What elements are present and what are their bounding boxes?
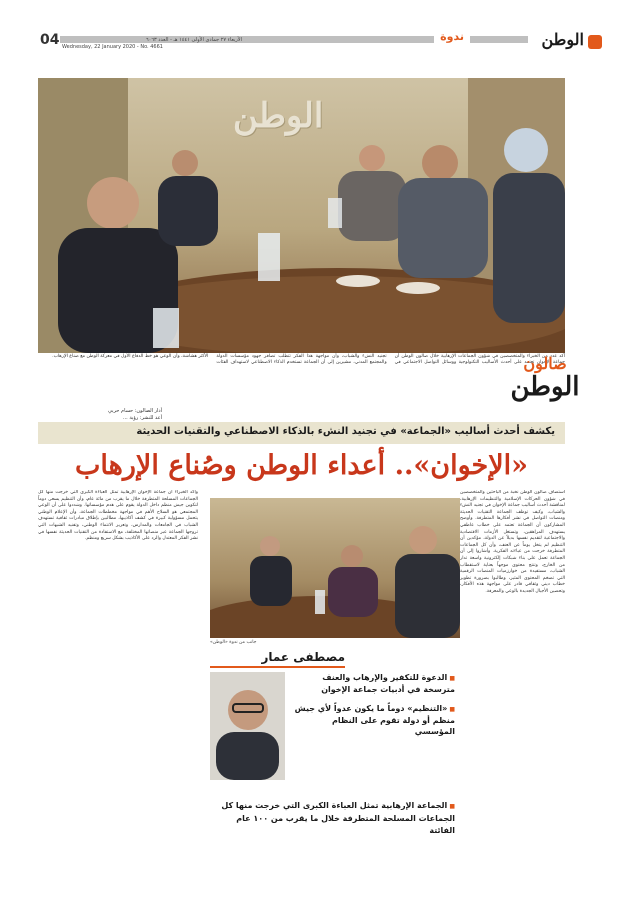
pull-quote-wide: ■ الجماعة الإرهابية تمثل العباءة الكبرى التي خرجت منها كل الجماعات المسلحة المتطرفة خلال ما يقرب من ١٠٠ عام الفائتة (210, 800, 455, 837)
subheadline: يكشف أحدث أساليب «الجماعة» في تجنيد النشء بالذكاء الاصطناعي والتقنيات الحديثة (38, 422, 565, 444)
author-photo (210, 672, 285, 780)
pull-quote-1: ■ الدعوة للتكفير والإرهاب والعنف مترسخة في أدبيات جماعة الإخوان (290, 672, 455, 695)
plate-2 (396, 282, 440, 294)
pull-quote-2: ■ «التنظيم» دوماً ما يكون عدواً لأي جيش منظم أو دولة تقوم على النظام المؤسسي (290, 703, 455, 737)
water-bottle-2 (153, 308, 179, 348)
author-quotes (290, 672, 455, 745)
salon-logo-line1: صالون (523, 354, 567, 373)
author-body (216, 732, 279, 780)
secondary-person-body-2 (328, 567, 378, 617)
secondary-photo-scene (210, 498, 460, 638)
wall-logo: الوطن (233, 96, 324, 136)
person-body-2 (158, 176, 218, 246)
newspaper-logo-icon (588, 35, 602, 49)
salon-logo (510, 355, 580, 407)
author-divider (210, 666, 345, 668)
person-body-5 (493, 173, 565, 323)
water-bottle-1 (258, 233, 280, 281)
section-name: ندوة (434, 30, 470, 43)
person-head-4 (422, 145, 458, 181)
person-head-1 (87, 177, 139, 229)
issue-date-arabic: الأربعاء ٢٧ جمادى الأولى ١٤٤١ هـ - العدد ٦٠٦٣ (145, 37, 242, 43)
person-head-5 (504, 128, 548, 172)
salon-logo-line2: الوطن (510, 372, 580, 402)
secondary-person-body-1 (250, 556, 292, 606)
issue-date-english: Wednesday, 22 January 2020 - No. 4661 (62, 44, 163, 50)
masthead (0, 28, 620, 56)
body-column-right: استضاف صالون الوطن نخبة من الباحثين والمتخصصين في شؤون الحركات الإسلامية والتنظيمات الإرهابية، لمناقشة أحدث أساليب جماعة الإخوان في تجنيد النشء والشباب، وكيف توظف الجماعة التقنيات الحديثة ومنصات التواصل في نشر أفكارها المتطرفة. وأوضح المشاركون أن الجماعة تعتمد على خطاب عاطفي يستهدف المراهقين، وتستغل الأزمات الاقتصادية والاجتماعية لتقديم نفسها بديلاً عن الدولة، مؤكدين أن التنظيم لم يتخل يوماً عن العنف، وأن كل الجماعات المتطرفة خرجت من عباءته الفكرية. وأشاروا إلى أن الجماعة تعمل على بناء شبكات إلكترونية واسعة تدار من الخارج، وتنتج محتوى موجهاً بعناية لاستقطاب الشباب، مستفيدة من خوارزميات المنصات الرقمية التي تضخم المحتوى المثير، وطالبوا بضرورة تطوير خطاب ديني وثقافي قادر على مواجهة هذه الأفكار، وتحصين الأجيال الجديدة بالوعي والمعرفة. (460, 490, 565, 594)
person-body-4 (398, 178, 488, 278)
body-column-left: وأكد الخبراء أن جماعة الإخوان الإرهابية تمثل العباءة الكبرى التي خرجت منها كل الجماعات المسلحة المتطرفة خلال ما يقرب من مائة عام، وأن التنظيم يسعى دوماً لتكوين جيش منظم داخل الدولة يقوم على هدم مؤسساتها. وشددوا على أن الوعي المجتمعي هو السلاح الأهم في مواجهة مخططات الجماعة، وأن الإعلام الوطني يتحمل مسؤولية كبيرة في كشف أكاذيبها، مطالبين بإطلاق مبادرات ثقافية تستهدف الشباب في الجامعات والمدارس، وتعزيز الانتماء الوطني، وتفنيد الشبهات التي تروجها الجماعة عبر منصاتها المختلفة، مع الاستفادة من التقنيات الحديثة نفسها في نشر الفكر المعتدل والرد على الأكاذيب بشكل سريع ومنظم. (38, 490, 198, 542)
plate-1 (336, 275, 380, 287)
credit-prep: أعد للنشر: رؤية ... (122, 415, 162, 421)
credit-editor: أدار الصالون: حسام حربي (107, 408, 162, 414)
person-body-3 (338, 171, 406, 241)
water-bottle-3 (328, 198, 342, 228)
secondary-photo (210, 498, 460, 638)
secondary-bottle (315, 590, 325, 614)
secondary-caption: جانب من ندوة «الوطن» (210, 640, 257, 645)
person-head-2 (172, 150, 198, 176)
secondary-person-head-3 (409, 526, 437, 554)
secondary-person-body-3 (395, 554, 460, 638)
main-caption: أكد عدد من الخبراء والمتخصصين في شؤون الجماعات الإرهابية خلال صالون الوطن أن جماعة الإخوان تعتمد على أحدث الأساليب التكنولوجية ووسائل التواصل الاجتماعي في تجنيد النشء والشباب، وأن مواجهة هذا الفكر تتطلب تضافر جهود مؤسسات الدولة والمجتمع المدني، مشيرين إلى أن الجماعة تستخدم الذكاء الاصطناعي لاستهداف الفئات الأكثر هشاشة، وأن الوعي هو خط الدفاع الأول في معركة الوطن مع صناع الإرهاب. (52, 354, 565, 366)
author-portrait (210, 672, 285, 780)
secondary-person-head-2 (341, 545, 363, 567)
headline: «الإخوان».. أعداء الوطن وصُناع الإرهاب (75, 450, 528, 481)
secondary-person-head-1 (260, 536, 280, 556)
newspaper-logo: الوطن (541, 30, 584, 49)
main-photo (38, 78, 565, 353)
page-number: 04 (40, 32, 60, 48)
person-head-3 (359, 145, 385, 171)
issue-info (62, 37, 242, 51)
author-name: مصطفى عمار (261, 650, 345, 664)
